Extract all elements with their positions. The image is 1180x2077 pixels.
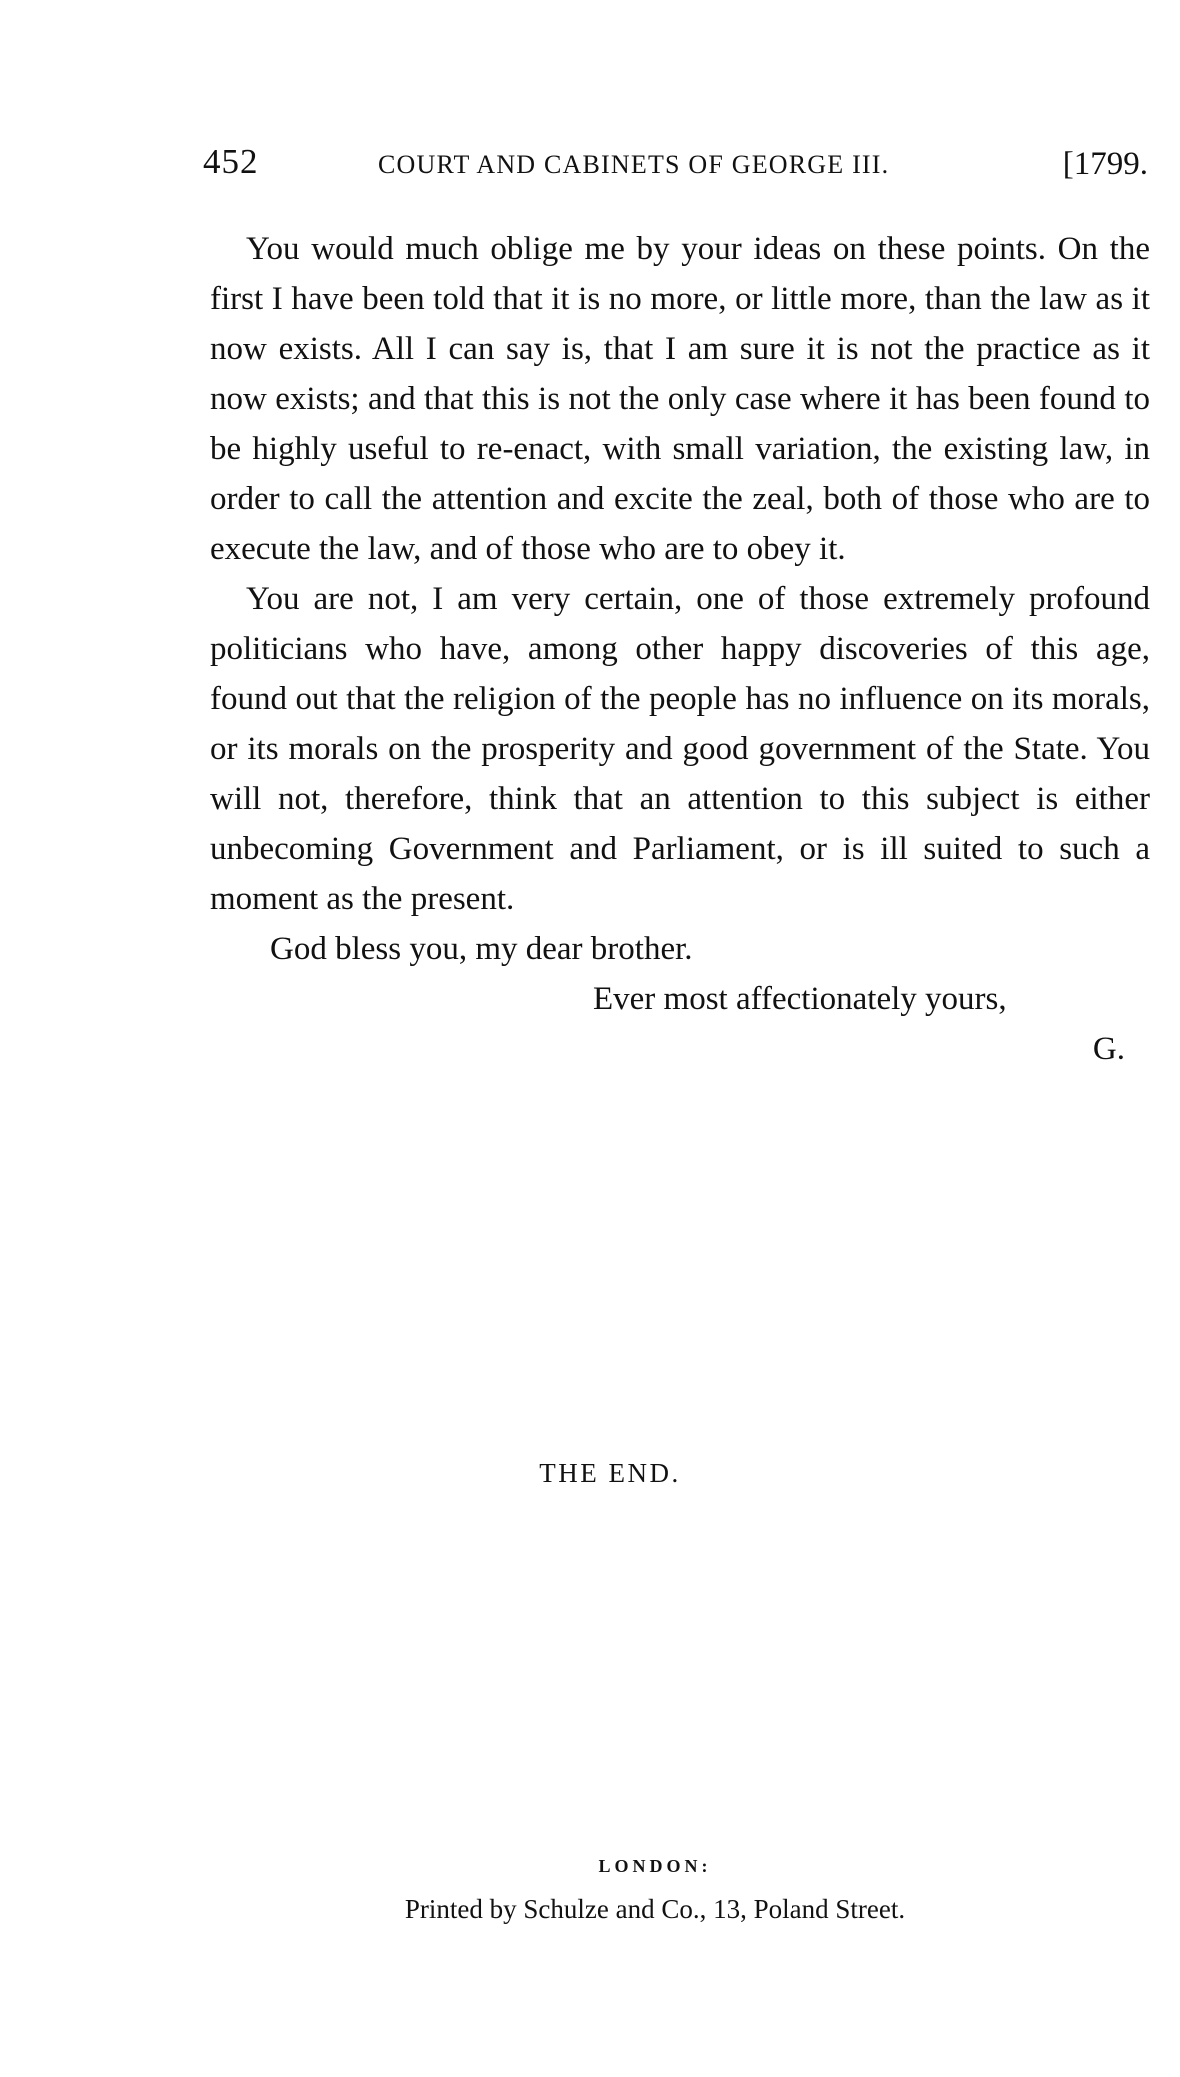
page-header bbox=[203, 142, 1148, 182]
paragraph-2: You are not, I am very certain, one of those extremely profound politicians who have, among other happy discoveries of this age, found out that the religion of the people has no influence on its morals, or its morals on the prosperity and good government of the State. You will not, therefore, think that an attention to this subject is either unbecoming Government and Parliament, or is ill suited to such a moment as the present. bbox=[210, 581, 1150, 917]
the-end-heading: THE END. bbox=[539, 1458, 681, 1488]
closing-line: God bless you, my dear brother. bbox=[270, 931, 693, 967]
imprint-printer: Printed by Schulze and Co., 13, Poland Street. bbox=[404, 1894, 906, 1924]
header-year: [1799. bbox=[1062, 146, 1148, 182]
paragraph-1: You would much oblige me by your ideas on these points. On the first I have been told that it is no more, or little more, than the law as it now exists. All I can say is, that I am sure it is not the practice as it now exists; and that this is not the only case where it has been found to be highly useful to re-enact, with small variation, the existing law, in order to call the attention and excite the zeal, both of those who are to execute the law, and of those who are to obey it. bbox=[210, 231, 1150, 567]
page-number: 452 bbox=[203, 142, 259, 181]
signature: G. bbox=[1092, 1031, 1125, 1067]
running-title: COURT AND CABINETS OF GEORGE III. bbox=[378, 150, 890, 179]
imprint-place: LONDON: bbox=[598, 1856, 712, 1876]
valediction: Ever most affectionately yours, bbox=[593, 981, 1007, 1017]
letter-text bbox=[210, 224, 1150, 1074]
